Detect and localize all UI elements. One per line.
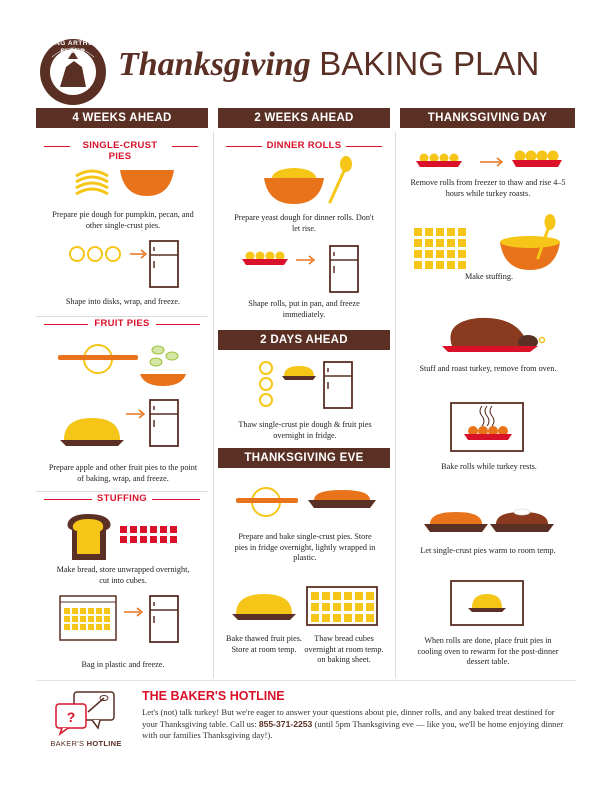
header-thanksgiving-day: THANKSGIVING DAY bbox=[400, 108, 575, 128]
bread-cube bbox=[436, 239, 444, 247]
bread-cube bbox=[170, 526, 177, 533]
stuffing-cubes-icon bbox=[414, 228, 474, 272]
bread-cube bbox=[425, 239, 433, 247]
roast-turkey-icon bbox=[442, 314, 552, 354]
bread-cube bbox=[130, 526, 137, 533]
caption-thaw-bread-cubes: Thaw bread cubes overnight at room temp. on baking sheet. bbox=[304, 634, 384, 664]
bread-loaf-icon bbox=[66, 514, 112, 562]
caption-make-stuffing: Make stuffing. bbox=[464, 272, 514, 281]
caption-prepare-pie-dough: Prepare pie dough for pumpkin, pecan, and other single-crust pies. bbox=[52, 210, 194, 230]
caption-bake-rolls: Bake rolls while turkey rests. bbox=[441, 462, 537, 471]
caption-thaw-dough: Thaw single-crust pie dough & fruit pies overnight in fridge. bbox=[238, 420, 372, 440]
bread-cube bbox=[130, 536, 137, 543]
rolls-pan-to-fridge-icon bbox=[242, 244, 382, 296]
bread-cube bbox=[72, 608, 78, 614]
bread-cube bbox=[414, 250, 422, 258]
column-divider bbox=[395, 132, 396, 678]
bread-cube bbox=[414, 261, 422, 269]
caption-bag-freeze: Bag in plastic and freeze. bbox=[81, 660, 165, 669]
hotline-badge-label bbox=[40, 739, 132, 748]
caption-roast-turkey: Stuff and roast turkey, remove from oven. bbox=[419, 364, 557, 373]
bread-cube bbox=[150, 536, 157, 543]
bread-cube bbox=[160, 536, 167, 543]
bread-cube bbox=[436, 228, 444, 236]
bread-cube bbox=[344, 614, 352, 622]
hotline-body-after: (until 5pm Thanksgiving eve — like you, we'll be home enjoying dinner with our families Thanksgiving day!). bbox=[142, 718, 564, 741]
bread-cube bbox=[447, 239, 455, 247]
caption-remove-rolls: Remove rolls from freezer to thaw and rise 4–5 hours while turkey roasts. bbox=[410, 178, 566, 198]
bread-cube bbox=[96, 608, 102, 614]
bread-cube bbox=[160, 526, 167, 533]
caption-yeast-dough: Prepare yeast dough for dinner rolls. Don't let rise. bbox=[234, 213, 374, 233]
bread-cube bbox=[140, 526, 147, 533]
caption-rewarm-fruit-pies: When rolls are done, place fruit pies in cooling oven to rewarm for the post-dinner dessert table. bbox=[417, 636, 559, 666]
caption-shape-disks: Shape into disks, wrap, and freeze. bbox=[65, 297, 181, 306]
bread-cube bbox=[96, 624, 102, 630]
bread-cube bbox=[120, 526, 127, 533]
hotline-heading: THE BAKER'S HOTLINE bbox=[142, 689, 285, 703]
bread-cube bbox=[140, 536, 147, 543]
bread-cube bbox=[170, 536, 177, 543]
bread-cube bbox=[120, 536, 127, 543]
bread-cube bbox=[104, 616, 110, 622]
bread-cube bbox=[333, 614, 341, 622]
page-title bbox=[118, 44, 539, 85]
bread-cube bbox=[333, 592, 341, 600]
rolling-pin-and-pie-icon bbox=[236, 480, 386, 526]
caption-warm-pies: Let single-crust pies warm to room temp. bbox=[420, 546, 556, 555]
bread-cube bbox=[425, 228, 433, 236]
oven-rolls-icon bbox=[450, 402, 524, 452]
dough-bowl-icon bbox=[260, 156, 360, 208]
fruit-pie-icon bbox=[232, 590, 296, 624]
bread-cube bbox=[311, 603, 319, 611]
bread-cube bbox=[88, 608, 94, 614]
hotline-badge-label-b: HOTLINE bbox=[86, 739, 122, 748]
bread-cube bbox=[447, 228, 455, 236]
bread-cube bbox=[458, 250, 466, 258]
hotline-body-before: Let's (not) talk turkey! But we're eager to answer your questions about pie, dinner rolls, and any baked treat destined for your Thanksgiving table. Call us: bbox=[142, 707, 555, 729]
column-divider bbox=[213, 132, 214, 678]
bread-cube bbox=[355, 592, 363, 600]
caption-bake-fruit-pies: Bake thawed fruit pies. Store at room temp. bbox=[226, 634, 302, 654]
bread-cubes-icon bbox=[118, 522, 188, 552]
title-caps: BAKING PLAN bbox=[319, 45, 540, 82]
bread-cube bbox=[88, 616, 94, 622]
bread-cube bbox=[88, 624, 94, 630]
bread-cube bbox=[366, 603, 374, 611]
hotline-body bbox=[142, 707, 572, 742]
header-2-days: 2 DAYS AHEAD bbox=[218, 330, 390, 350]
bread-cube bbox=[311, 614, 319, 622]
subhead-single-crust: SINGLE-CRUST PIES bbox=[82, 140, 158, 162]
header-thanksgiving-eve: THANKSGIVING EVE bbox=[218, 448, 390, 468]
bread-cube bbox=[64, 624, 70, 630]
title-italic: Thanksgiving bbox=[118, 46, 311, 83]
bread-cube bbox=[447, 250, 455, 258]
bread-cube bbox=[96, 616, 102, 622]
pies-warming-icon bbox=[424, 506, 554, 542]
bread-cube bbox=[458, 261, 466, 269]
hotline-badge-label-a: BAKER'S bbox=[50, 739, 85, 748]
bread-cube bbox=[80, 616, 86, 622]
header-2-weeks: 2 WEEKS AHEAD bbox=[218, 108, 390, 128]
bread-cube bbox=[104, 624, 110, 630]
apple-slices-icon bbox=[138, 340, 188, 390]
bread-cube bbox=[311, 592, 319, 600]
caption-shape-rolls: Shape rolls, put in pan, and freeze immediately. bbox=[248, 299, 360, 319]
bread-cube bbox=[425, 261, 433, 269]
rolling-pin-icon bbox=[58, 344, 138, 374]
bread-cube bbox=[322, 592, 330, 600]
thaw-dough-fridge-icon bbox=[258, 360, 368, 412]
bread-cube bbox=[344, 603, 352, 611]
bread-cube bbox=[64, 608, 70, 614]
bread-cube bbox=[366, 592, 374, 600]
bread-cube bbox=[72, 616, 78, 622]
bread-cube bbox=[436, 250, 444, 258]
bread-cube bbox=[458, 228, 466, 236]
bread-cube bbox=[344, 592, 352, 600]
bread-cube bbox=[436, 261, 444, 269]
bread-cube bbox=[322, 614, 330, 622]
oven-fruit-pie-icon bbox=[450, 580, 524, 626]
rolls-thaw-icon bbox=[416, 150, 566, 172]
bread-cube bbox=[355, 603, 363, 611]
caption-bake-single-crust: Prepare and bake single-crust pies. Store pies in fridge overnight, lightly wrapped in plastic. bbox=[234, 532, 376, 562]
subhead-fruit-pies: FRUIT PIES bbox=[94, 318, 150, 329]
subhead-stuffing: STUFFING bbox=[97, 493, 147, 504]
bread-cube bbox=[355, 614, 363, 622]
hotline-phone[interactable]: 855-371-2253 bbox=[258, 718, 313, 729]
bread-cubes-sheet-icon bbox=[306, 586, 378, 626]
bread-cube bbox=[333, 603, 341, 611]
dough-disks-icon bbox=[68, 241, 208, 291]
bread-cube bbox=[80, 608, 86, 614]
logo-text: KING ARTHUR FLOUR bbox=[47, 40, 99, 55]
hotline-speech-bubbles-icon bbox=[52, 690, 118, 734]
pie-dough-stack-icon bbox=[72, 166, 112, 200]
caption-fruit-pies: Prepare apple and other fruit pies to the point of baking, wrap, and freeze. bbox=[48, 463, 198, 483]
subhead-dinner-rolls: DINNER ROLLS bbox=[266, 140, 342, 151]
svg-text:?: ? bbox=[66, 709, 76, 725]
bread-cube bbox=[425, 250, 433, 258]
bread-cube bbox=[150, 526, 157, 533]
bread-cube bbox=[80, 624, 86, 630]
bagged-cubes-to-fridge-icon bbox=[58, 594, 198, 644]
caption-make-bread: Make bread, store unwrapped overnight, cut into cubes. bbox=[56, 565, 190, 585]
bread-cube bbox=[414, 228, 422, 236]
pie-bowl-icon bbox=[120, 168, 174, 198]
fruit-pie-to-fridge-icon bbox=[60, 400, 200, 450]
bread-cube bbox=[104, 608, 110, 614]
bread-cube bbox=[64, 616, 70, 622]
bread-cube bbox=[458, 239, 466, 247]
bread-cube bbox=[322, 603, 330, 611]
bread-cube bbox=[414, 239, 422, 247]
bread-cube bbox=[447, 261, 455, 269]
bread-cube bbox=[72, 624, 78, 630]
bread-cube bbox=[366, 614, 374, 622]
header-4-weeks: 4 WEEKS AHEAD bbox=[36, 108, 208, 128]
